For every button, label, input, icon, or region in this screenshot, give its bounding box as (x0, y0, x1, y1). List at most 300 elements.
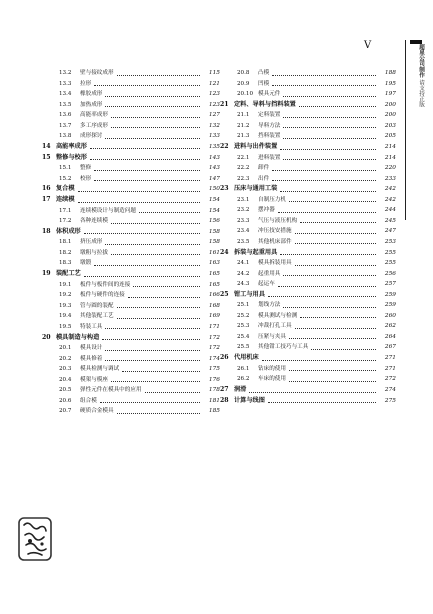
toc-entry-number: 17 (42, 196, 51, 204)
toc-dot-leader (102, 339, 200, 340)
toc-section-entry (40, 68, 220, 79)
side-note-text: 请支持正版 (418, 79, 424, 108)
toc-dot-leader (94, 265, 200, 266)
toc-entry-title: 整修 (80, 165, 92, 172)
toc-dot-leader (299, 106, 376, 107)
toc-entry-title: 橡胶成形 (80, 91, 103, 97)
toc-entry-title: 墩粗与拉拔 (80, 249, 108, 256)
toc-section-entry (218, 279, 396, 290)
toc-entry-title: 整修与校形 (56, 153, 87, 161)
toc-entry-number: 25.4 (237, 333, 250, 340)
toc-entry-number: 25 (220, 290, 229, 298)
toc-entry-number: 26 (220, 354, 229, 362)
toc-dot-leader (105, 328, 200, 329)
side-note-bold: 超星公司制作 (418, 44, 424, 78)
toc-entry-number: 25.1 (237, 302, 250, 309)
toc-entry-number: 13.4 (59, 91, 72, 97)
toc-entry-page: 143 (208, 154, 220, 161)
toc-section-entry (40, 89, 220, 100)
toc-entry-title: 模具拆装用具 (258, 260, 292, 267)
toc-entry-title: 卸件 (258, 165, 270, 172)
toc-section-entry (218, 205, 396, 216)
toc-chapter-entry (40, 195, 220, 206)
toc-entry-number: 19.5 (59, 323, 72, 330)
toc-chapter-entry (40, 227, 220, 238)
toc-entry-number: 25.2 (237, 312, 250, 319)
toc-entry-title: 钳工与用具 (234, 290, 265, 298)
toc-dot-leader (94, 85, 200, 86)
toc-entry-page: 178 (208, 387, 220, 394)
toc-entry-title: 车床的使用 (258, 376, 286, 383)
toc-entry-page: 171 (208, 323, 220, 330)
toc-dot-leader (295, 233, 376, 234)
toc-entry-number: 28 (220, 396, 229, 404)
toc-entry-title: 其他机床部件 (258, 238, 292, 245)
toc-dot-leader (289, 338, 376, 339)
toc-entry-page: 133 (208, 133, 220, 139)
toc-entry-title: 挡料装置 (258, 133, 281, 140)
toc-dot-leader (268, 296, 376, 297)
toc-entry-title: 连续模 (56, 196, 75, 204)
toc-entry-page: 257 (384, 281, 396, 288)
toc-entry-title: 各种连续模 (80, 218, 108, 225)
toc-chapter-entry (218, 247, 396, 258)
toc-entry-number: 24 (220, 248, 229, 256)
toc-section-entry (40, 79, 220, 90)
toc-entry-number: 19.3 (59, 302, 72, 309)
toc-entry-number: 20.5 (59, 387, 72, 394)
toc-section-entry (40, 131, 220, 142)
toc-entry-number: 24.3 (237, 281, 250, 288)
toc-entry-page: 174 (208, 355, 220, 362)
toc-dot-leader (249, 392, 376, 393)
toc-entry-title: 导料方法 (258, 122, 281, 129)
toc-entry-page: 271 (384, 365, 396, 372)
toc-entry-page: 253 (384, 238, 396, 245)
toc-entry-title: 其他钳工技巧与工具 (258, 344, 309, 351)
toc-entry-title: 板件与硬件的连接 (80, 292, 125, 299)
toc-section-entry (218, 89, 396, 100)
toc-entry-page: 244 (384, 207, 396, 214)
toc-dot-leader (278, 212, 376, 213)
toc-entry-number: 23.3 (237, 217, 250, 224)
toc-entry-page: 200 (384, 112, 396, 119)
toc-dot-leader (105, 244, 200, 245)
toc-entry-number: 25.5 (237, 344, 250, 351)
toc-entry-title: 气压与液压机构 (258, 217, 298, 224)
toc-section-entry (218, 321, 396, 332)
toc-entry-page: 256 (384, 270, 396, 277)
toc-chapter-entry (218, 100, 396, 111)
toc-section-entry (218, 342, 396, 353)
toc-section-entry (218, 121, 396, 132)
toc-section-entry (218, 216, 396, 227)
toc-entry-page: 154 (208, 207, 220, 214)
toc-entry-number: 26.1 (237, 365, 250, 372)
toc-entry-page: 172 (208, 345, 220, 352)
toc-section-entry (218, 153, 396, 164)
toc-entry-number: 13.7 (59, 122, 72, 129)
toc-entry-number: 22.3 (237, 175, 250, 182)
toc-section-entry (40, 301, 220, 312)
toc-dot-leader (300, 222, 376, 223)
toc-entry-number: 13.3 (59, 80, 72, 87)
toc-entry-title: 模具元件 (258, 91, 281, 97)
toc-section-entry (40, 163, 220, 174)
toc-entry-title: 代用机床 (234, 354, 259, 362)
toc-dot-leader (94, 180, 200, 181)
toc-dot-leader (105, 138, 200, 139)
toc-entry-page: 161 (208, 249, 220, 256)
toc-section-entry (218, 226, 396, 237)
toc-entry-number: 17.2 (59, 218, 72, 225)
toc-entry-title: 成形探讨 (80, 133, 103, 139)
toc-entry-page: 259 (384, 291, 396, 298)
toc-entry-title: 起重用具 (258, 270, 281, 277)
toc-entry-page: 267 (384, 344, 396, 351)
toc-entry-title: 多工序成形 (80, 122, 108, 129)
toc-section-entry (40, 406, 220, 417)
toc-dot-leader (272, 180, 376, 181)
toc-entry-page: 175 (208, 366, 220, 373)
toc-entry-page: 163 (208, 260, 220, 267)
toc-entry-page: 158 (208, 239, 220, 246)
toc-entry-number: 15.1 (59, 165, 72, 172)
toc-entry-page: 165 (208, 271, 220, 278)
toc-entry-title: 高能率成形 (80, 112, 108, 118)
toc-entry-title: 拆装与起重用具 (234, 248, 278, 256)
toc-entry-number: 20.1 (59, 345, 72, 352)
toc-section-entry (40, 258, 220, 269)
toc-section-entry (40, 375, 220, 386)
toc-entry-number: 24.1 (237, 260, 250, 267)
toc-entry-page: 156 (208, 218, 220, 225)
toc-chapter-entry (40, 332, 220, 343)
toc-section-entry (218, 174, 396, 185)
toc-entry-title: 模具设计 (80, 345, 103, 352)
toc-dot-leader (283, 159, 376, 160)
toc-dot-leader (272, 170, 376, 171)
toc-entry-title: 高能率成形 (56, 142, 87, 150)
toc-entry-number: 20.10 (237, 91, 254, 97)
toc-entry-title: 冲裁打孔工具 (258, 323, 292, 330)
toc-entry-number: 20.6 (59, 397, 72, 404)
toc-entry-page: 143 (208, 165, 220, 172)
toc-entry-number: 23 (220, 185, 229, 193)
toc-entry-page: 172 (208, 334, 220, 341)
toc-dot-leader (117, 413, 200, 414)
toc-chapter-entry (218, 142, 396, 153)
toc-entry-page: 123 (208, 101, 220, 108)
toc-entry-title: 其他装配工艺 (80, 313, 114, 320)
toc-dot-leader (128, 297, 200, 298)
toc-entry-page: 242 (384, 186, 396, 193)
toc-section-entry (218, 163, 396, 174)
toc-entry-number: 18.3 (59, 260, 72, 267)
toc-entry-page: 271 (384, 355, 396, 362)
toc-section-entry (40, 110, 220, 121)
toc-dot-leader (283, 138, 376, 139)
toc-dot-leader (283, 275, 376, 276)
toc-entry-title: 压紧与夹具 (258, 333, 286, 340)
toc-entry-number: 27 (220, 386, 229, 394)
toc-section-entry (40, 311, 220, 322)
toc-dot-leader (278, 286, 376, 287)
toc-dot-leader (295, 265, 376, 266)
toc-entry-page: 154 (208, 197, 220, 204)
toc-entry-number: 15 (42, 153, 51, 161)
toc-entry-page: 188 (384, 70, 396, 76)
toc-entry-title: 组合模 (80, 397, 97, 404)
toc-entry-title: 管与圆的装配 (80, 302, 114, 309)
toc-entry-title: 挤压成形 (80, 239, 103, 246)
toc-entry-number: 20.3 (59, 366, 72, 373)
toc-entry-page: 255 (384, 249, 396, 256)
toc-entry-number: 23.4 (237, 228, 250, 235)
toc-entry-number: 20.2 (59, 355, 72, 362)
toc-entry-title: 划线方法 (258, 302, 281, 309)
toc-section-entry (218, 269, 396, 280)
toc-entry-title: 定料、导料与挡料装置 (234, 100, 296, 108)
toc-section-entry (40, 322, 220, 333)
toc-chapter-entry (40, 269, 220, 280)
toc-entry-title: 凹模 (258, 80, 270, 87)
toc-entry-title: 装配工艺 (56, 270, 81, 278)
toc-right-column (218, 68, 396, 406)
toc-section-entry (40, 100, 220, 111)
toc-entry-title: 进料与出件装置 (234, 143, 278, 151)
toc-dot-leader (111, 254, 200, 255)
toc-entry-page: 220 (384, 165, 396, 172)
toc-section-entry (218, 195, 396, 206)
toc-section-entry (40, 237, 220, 248)
toc-dot-leader (289, 370, 376, 371)
toc-entry-title: 连续模设计与制造问题 (80, 207, 136, 214)
toc-section-entry (218, 374, 396, 385)
toc-entry-title: 起运车 (258, 281, 275, 288)
toc-entry-page: 176 (208, 376, 220, 383)
toc-dot-leader (280, 254, 376, 255)
toc-entry-number: 18.2 (59, 249, 72, 256)
toc-dot-leader (280, 149, 376, 150)
toc-chapter-entry (218, 396, 396, 407)
toc-entry-page: 115 (208, 70, 220, 76)
toc-entry-number: 22.2 (237, 165, 250, 172)
toc-entry-page: 135 (208, 143, 220, 150)
toc-entry-number: 19.4 (59, 313, 72, 320)
toc-entry-page: 214 (384, 154, 396, 161)
side-watermark-note (408, 44, 424, 107)
toc-entry-title: 弹性元件在模具中的应用 (80, 387, 142, 394)
toc-entry-title: 压床与通用工装 (234, 185, 278, 193)
toc-entry-title: 模具修着 (80, 355, 103, 362)
toc-entry-page: 166 (208, 292, 220, 299)
toc-dot-leader (283, 307, 376, 308)
toc-entry-title: 定料装置 (258, 112, 281, 119)
toc-entry-number: 20.4 (59, 376, 72, 383)
toc-entry-title: 润滑 (234, 386, 247, 394)
toc-entry-number: 23.2 (237, 207, 250, 214)
toc-section-entry (40, 364, 220, 375)
toc-entry-page: 214 (384, 144, 396, 151)
toc-section-entry (218, 332, 396, 343)
toc-entry-title: 拉形 (80, 80, 92, 87)
toc-entry-page: 262 (384, 323, 396, 330)
toc-entry-page: 185 (208, 408, 220, 415)
library-seal-stamp (18, 517, 52, 561)
toc-entry-number: 23.1 (237, 196, 250, 203)
toc-entry-number: 19 (42, 270, 51, 278)
toc-chapter-entry (40, 184, 220, 195)
toc-section-entry (40, 280, 220, 291)
toc-entry-title: 板件与板件间的连接 (80, 281, 131, 288)
toc-entry-number: 23.5 (237, 238, 250, 245)
toc-section-entry (40, 343, 220, 354)
toc-entry-number: 26.2 (237, 376, 250, 383)
toc-dot-leader (111, 127, 200, 128)
toc-entry-page: 203 (384, 122, 396, 129)
toc-entry-title: 冲压技安措施 (258, 228, 292, 235)
toc-entry-page: 150 (208, 186, 220, 193)
toc-entry-number: 19.2 (59, 292, 72, 299)
toc-entry-title: 加热成形 (80, 101, 103, 108)
toc-dot-leader (105, 360, 200, 361)
toc-entry-page: 169 (208, 313, 220, 320)
toc-section-entry (218, 300, 396, 311)
toc-entry-title: 校形 (80, 175, 92, 182)
toc-chapter-entry (218, 184, 396, 195)
toc-dot-leader (289, 201, 376, 202)
toc-entry-page: 260 (384, 312, 396, 319)
toc-dot-leader (272, 85, 376, 86)
toc-section-entry (218, 237, 396, 248)
toc-left-column (40, 68, 220, 417)
toc-entry-number: 13.8 (59, 133, 72, 139)
toc-entry-page: 195 (384, 80, 396, 87)
toc-dot-leader (280, 191, 376, 192)
toc-entry-number: 20.9 (237, 80, 250, 87)
toc-entry-number: 20 (42, 333, 51, 341)
toc-section-entry (40, 396, 220, 407)
toc-section-entry (218, 258, 396, 269)
toc-dot-leader (84, 276, 200, 277)
toc-entry-number: 15.2 (59, 175, 72, 182)
toc-entry-number: 20.7 (59, 408, 72, 415)
toc-entry-page: 247 (384, 228, 396, 235)
toc-dot-leader (117, 307, 200, 308)
toc-entry-title: 进料装置 (258, 154, 281, 161)
toc-entry-page: 127 (208, 112, 220, 118)
toc-entry-title: 自制压力机 (258, 196, 286, 203)
toc-dot-leader (78, 191, 200, 192)
toc-dot-leader (111, 117, 200, 118)
toc-dot-leader (117, 75, 200, 76)
toc-entry-number: 21.1 (237, 112, 250, 119)
toc-entry-page: 275 (384, 397, 396, 404)
toc-entry-number: 25.3 (237, 323, 250, 330)
toc-dot-leader (111, 381, 200, 382)
toc-section-entry (40, 385, 220, 396)
toc-entry-page: 158 (208, 228, 220, 235)
toc-dot-leader (90, 148, 200, 149)
toc-entry-page: 259 (384, 302, 396, 309)
toc-entry-number: 17.1 (59, 207, 72, 214)
toc-dot-leader (295, 328, 376, 329)
toc-entry-title: 模具检测与调试 (80, 366, 120, 373)
toc-section-entry (218, 311, 396, 322)
toc-section-entry (40, 248, 220, 259)
toc-entry-number: 21 (220, 100, 229, 108)
toc-section-entry (40, 290, 220, 301)
toc-entry-number: 13.5 (59, 101, 72, 108)
page-number: V (364, 40, 372, 51)
toc-entry-number: 13.2 (59, 70, 72, 76)
toc-entry-page: 245 (384, 217, 396, 224)
toc-section-entry (40, 174, 220, 185)
toc-dot-leader (117, 318, 200, 319)
toc-entry-page: 181 (208, 397, 220, 404)
toc-dot-leader (94, 170, 200, 171)
toc-dot-leader (145, 392, 200, 393)
toc-section-entry (218, 79, 396, 90)
toc-dot-leader (78, 202, 200, 203)
toc-entry-page: 255 (384, 260, 396, 267)
toc-dot-leader (295, 243, 376, 244)
toc-entry-title: 复合模 (56, 185, 75, 193)
toc-chapter-entry (40, 152, 220, 163)
toc-section-entry (40, 216, 220, 227)
toc-entry-number: 21.2 (237, 122, 250, 129)
toc-entry-number: 21.3 (237, 133, 250, 140)
toc-entry-number: 20.8 (237, 70, 250, 76)
toc-dot-leader (283, 96, 376, 97)
toc-entry-title: 硬质合金模具 (80, 408, 114, 415)
toc-entry-title: 凸模 (258, 70, 270, 76)
toc-entry-title: 模架与模座 (80, 376, 108, 383)
toc-dot-leader (90, 159, 200, 160)
toc-dot-leader (100, 402, 200, 403)
toc-section-entry (40, 354, 220, 365)
toc-entry-page: 274 (384, 387, 396, 394)
toc-entry-number: 22 (220, 143, 229, 151)
toc-section-entry (40, 121, 220, 132)
toc-entry-page: 168 (208, 302, 220, 309)
toc-entry-title: 摆冲器 (258, 207, 275, 214)
toc-entry-number: 19.1 (59, 281, 72, 288)
toc-section-entry (218, 110, 396, 121)
toc-chapter-entry (218, 385, 396, 396)
toc-dot-leader (111, 223, 200, 224)
toc-entry-page: 132 (208, 122, 220, 129)
toc-entry-title: 钻床的使用 (258, 365, 286, 372)
toc-chapter-entry (218, 290, 396, 301)
toc-entry-number: 18.1 (59, 239, 72, 246)
toc-dot-leader (311, 349, 376, 350)
toc-entry-title: 壁与接纹成形 (80, 70, 114, 76)
toc-dot-leader (283, 117, 376, 118)
toc-entry-page: 121 (208, 80, 220, 87)
toc-entry-title: 特装工具 (80, 323, 103, 330)
toc-entry-number: 13.6 (59, 112, 72, 118)
toc-dot-leader (300, 317, 376, 318)
toc-dot-leader (272, 75, 376, 76)
toc-dot-leader (133, 286, 200, 287)
toc-entry-title: 体积成形 (56, 227, 81, 235)
toc-entry-number: 24.2 (237, 270, 250, 277)
toc-entry-page: 197 (384, 91, 396, 97)
toc-entry-title: 计算与线图 (234, 396, 265, 404)
toc-dot-leader (122, 371, 200, 372)
